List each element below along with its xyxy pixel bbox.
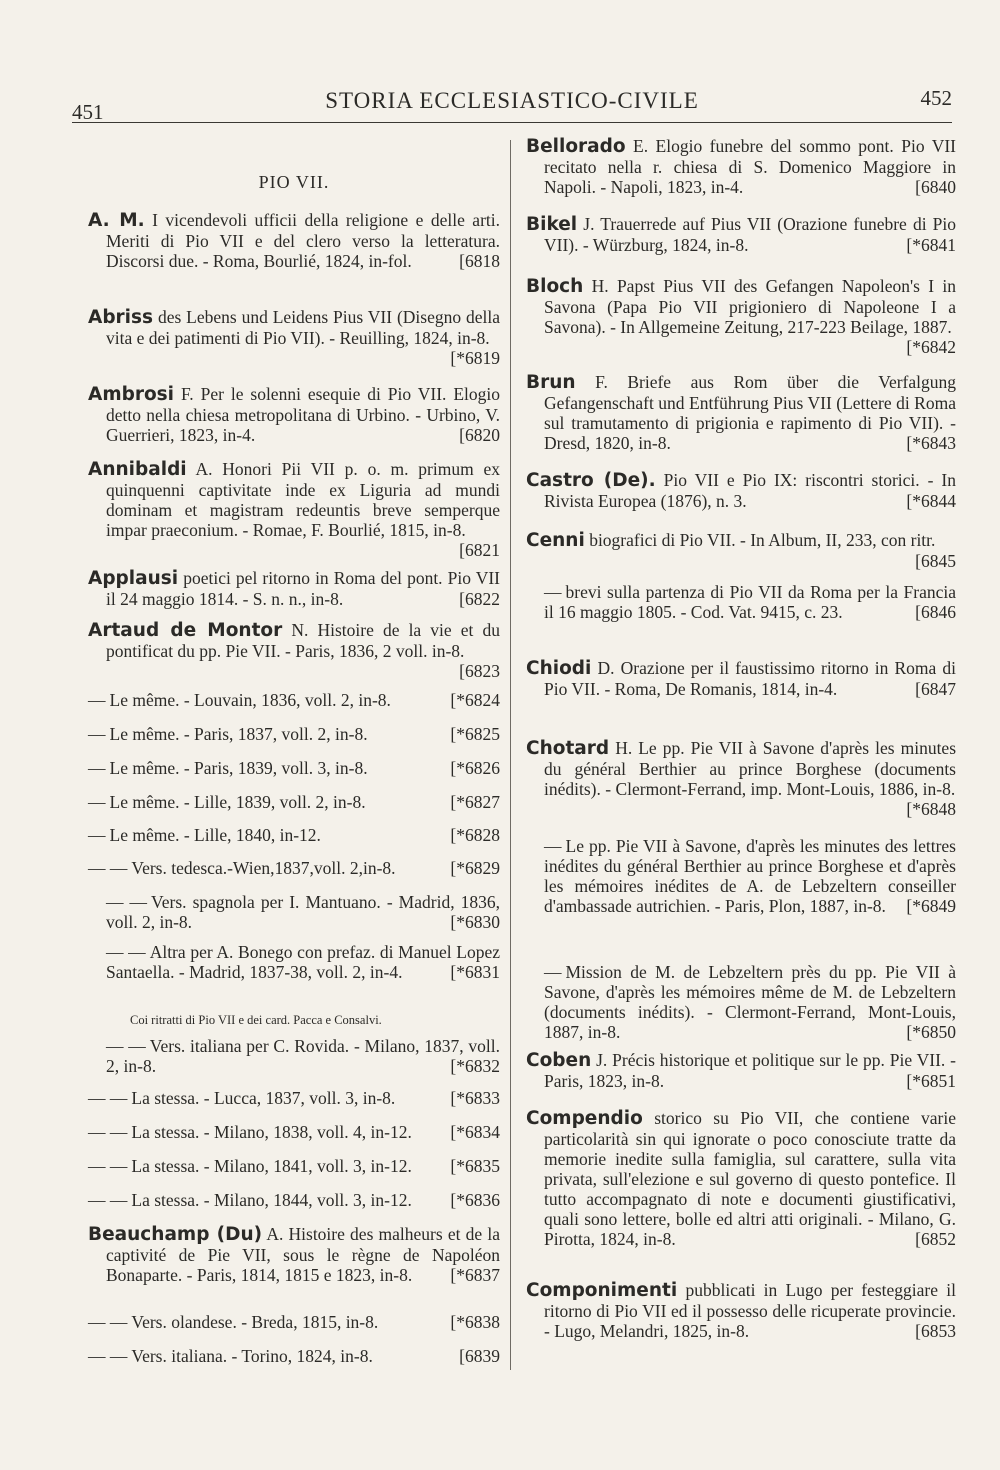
entry-number: [6839 (459, 1346, 500, 1366)
header-rule (72, 122, 952, 123)
entry-number: [6852 (915, 1229, 956, 1249)
entry-heading: Componimenti (526, 1280, 678, 1301)
entry-number: [6822 (459, 589, 500, 609)
entry-text: D. Orazione per il faustissimo ritorno in Roma di Pio VII. - Roma, De Romanis, 1814, in-4. (544, 658, 957, 699)
entry-number: [*6835 (450, 1156, 500, 1176)
entry-number: [*6826 (450, 758, 500, 778)
entry-text: Mission de M. de Lebzeltern près du pp. Pie VII à Savone, d'après les mémoires même de M. de Lebzeltern (documents inédits). - Clermont-Ferrand, Mont-Louis, 1887, in-8. (544, 962, 956, 1042)
entry-number: [*6837 (450, 1265, 500, 1285)
entry-number: [*6833 (450, 1088, 500, 1108)
ditto-dash: — — (88, 858, 128, 878)
entry (88, 1036, 500, 1076)
ditto-dash: — — (88, 1122, 128, 1142)
entry-text: La stessa. - Lucca, 1837, voll. 3, in-8. (131, 1088, 396, 1108)
entry-heading: Brun (526, 372, 576, 393)
entry-text: brevi sulla partenza di Pio VII da Roma per la Francia il 16 maggio 1805. - Cod. Vat. 9415, c. 23. (544, 582, 956, 622)
entry-text: Vers. olandese. - Breda, 1815, in-8. (131, 1312, 379, 1332)
entry (526, 738, 956, 819)
entry (526, 582, 956, 622)
entry (88, 792, 500, 812)
ditto-dash: — (544, 836, 562, 856)
entry (88, 459, 500, 560)
entry-number: [*6838 (450, 1312, 500, 1332)
entry-heading: Chiodi (526, 658, 592, 679)
entry-text: Pio VII e Pio IX: riscontri storici. - In Rivista Europea (1876), n. 3. (544, 470, 957, 511)
entry (526, 1050, 956, 1091)
entry-text: storico su Pio VII, che contiene varie particolarità sin qui ignorate o poco conosciute tratte da memorie inedite sulla famiglia, sul carattere, sulla vita privata, sull'elezione e sul governo di questo pontefice. Il tutto accompagnato di note e documenti giustificativi, quali sono lettere, bolle ed altri atti originali. - Milano, G. Pirotta, 1824, in-8. (544, 1108, 957, 1249)
entry-number: [*6851 (906, 1071, 956, 1091)
entry (88, 307, 500, 368)
ditto-dash: — (88, 792, 106, 812)
ditto-dash: — — (88, 1346, 128, 1366)
entry-text: pubblicati in Lugo per festeggiare il ritorno di Pio VII ed il possesso delle ricuperate provincie. - Lugo, Melandri, 1825, in-8. (544, 1280, 956, 1341)
section-title: PIO VII. (258, 172, 330, 192)
ditto-dash: — (88, 690, 106, 710)
entry-text: Le même. - Louvain, 1836, voll. 2, in-8. (109, 690, 391, 710)
column-divider (510, 140, 511, 1370)
entry-number: [6845 (915, 551, 956, 571)
ditto-dash: — — (88, 1312, 128, 1332)
entry-number: [*6834 (450, 1122, 500, 1142)
entry-number: [*6836 (450, 1190, 500, 1210)
entry-text: biografici di Pio VII. - In Album, II, 233, con ritr. (589, 530, 936, 550)
entry-number: [6823 (459, 661, 500, 681)
entry-number: [*6841 (906, 235, 956, 255)
entry (88, 384, 500, 445)
entry-text: La stessa. - Milano, 1838, voll. 4, in-12. (131, 1122, 412, 1142)
entry-text: Le pp. Pie VII à Savone, d'après les minutes des lettres inédites du général Berthier au prince Borghese et d'après les mémoires inédites de A. de Lebzeltern conseiller d'ambassade autrichien. - Paris, Plon, 1887, in-8. (544, 836, 956, 916)
ditto-dash: — — (106, 892, 148, 912)
entry-heading: Cenni (526, 530, 585, 551)
entry-text: La stessa. - Milano, 1841, voll. 3, in-12. (131, 1156, 412, 1176)
entry (88, 1346, 500, 1366)
entry-heading: Ambrosi (88, 384, 175, 405)
entry (526, 1108, 956, 1249)
entry-text: Le même. - Paris, 1837, voll. 2, in-8. (109, 724, 368, 744)
entry-number: [6820 (459, 425, 500, 445)
entry-heading: Bikel (526, 214, 578, 235)
entry (526, 836, 956, 916)
entry-heading: Artaud de Montor (88, 620, 283, 641)
page-number-right: 452 (920, 86, 952, 110)
entry-number: [6818 (459, 251, 500, 271)
entry-number: [*6832 (450, 1056, 500, 1076)
entry (88, 825, 500, 845)
ditto-dash: — — (88, 1088, 128, 1108)
entry-number: [*6843 (906, 433, 956, 453)
entry-number: [*6827 (450, 792, 500, 812)
ditto-dash: — (88, 724, 106, 744)
entry-text: Le même. - Lille, 1840, in-12. (109, 825, 321, 845)
entry-text: A. Honori Pii VII p. o. m. primum ex quinquenni captivitate inde ex Liguria ad mundi dominam et magistram redeuntis breve semperque impar praeconium. - Romae, F. Bourlié, 1815, in-8. (106, 459, 500, 540)
entry (88, 1156, 500, 1176)
ditto-dash: — — (106, 942, 146, 962)
entry-text: Vers. tedesca.-Wien,1837,voll. 2,in-8. (131, 858, 396, 878)
entry-text: A. Histoire des malheurs et de la captivité de Pie VII, sous le règne de Napoléon Bonaparte. - Paris, 1814, 1815 e 1823, in-8. (106, 1224, 500, 1285)
entry (88, 620, 500, 681)
entry-text: J. Précis historique et politique sur le pp. Pie VII. - Paris, 1823, in-8. (544, 1050, 956, 1091)
entry-text: Le même. - Paris, 1839, voll. 3, in-8. (109, 758, 368, 778)
ditto-dash: — (544, 962, 562, 982)
entry-number: [6846 (915, 602, 956, 622)
entry-heading: Compendio (526, 1108, 643, 1129)
entry-number: [6821 (459, 540, 500, 560)
entry-number: [*6848 (906, 799, 956, 819)
entry-heading: Applausi (88, 568, 179, 589)
entry (88, 942, 500, 982)
entry (88, 690, 500, 710)
entry (88, 1122, 500, 1142)
ditto-dash: — — (88, 1190, 128, 1210)
entry-note: Coi ritratti di Pio VII e dei card. Pacca e Consalvi. (130, 1013, 382, 1027)
entry (88, 858, 500, 878)
entry (88, 1312, 500, 1332)
entry-heading: Castro (De). (526, 470, 656, 491)
entry (88, 724, 500, 744)
entry (88, 568, 500, 609)
entry-number: [6847 (915, 679, 956, 699)
entry-text: Vers. spagnola per I. Mantuano. - Madrid, 1836, voll. 2, in-8. (106, 892, 500, 932)
entry-number: [*6830 (450, 912, 500, 932)
entry-number: [6840 (915, 177, 956, 197)
entry-heading: A. M. (88, 210, 145, 231)
entry-text: Altra per A. Bonego con prefaz. di Manuel Lopez Santaella. - Madrid, 1837-38, voll. 2, in-4. (106, 942, 501, 982)
entry-heading: Beauchamp (Du) (88, 1224, 263, 1245)
entry-number: [*6844 (906, 491, 956, 511)
entry-text: F. Briefe aus Rom über die Verfalgung Gefangenschaft und Entführung Pius VII (Lettere di Roma sul tramutamento di prigionia e rapimento di Pio VII). - Dresd, 1820, in-8. (544, 372, 956, 453)
entry-heading: Annibaldi (88, 459, 187, 480)
entry-number: [*6829 (450, 858, 500, 878)
entry-text: N. Histoire de la vie et du pontificat du pp. Pie VII. - Paris, 1836, 2 voll. in-8. (106, 620, 500, 661)
entry-heading: Coben (526, 1050, 592, 1071)
entry-text: H. Papst Pius VII des Gefangen Napoleon's I in Savona (Papa Pio VII prigioniero di Napoleone I a Savona). - In Allgemeine Zeitung, 217-223 Beilage, 1887. (544, 276, 957, 337)
entry (526, 1280, 956, 1341)
entry-heading: Chotard (526, 738, 610, 759)
entry (526, 136, 956, 197)
entry-text: I vicendevoli ufficii della religione e delle arti. Meriti di Pio VII e del clero verso la letteratura. Discorsi due. - Roma, Bourlié, 1824, in-fol. (106, 210, 500, 271)
ditto-dash: — — (88, 1156, 128, 1176)
page-number-left: 451 (72, 100, 104, 124)
entry-number: [*6825 (450, 724, 500, 744)
entry-number: [*6842 (906, 337, 956, 357)
entry-text: poetici pel ritorno in Roma del pont. Pio VII il 24 maggio 1814. - S. n. n., in-8. (106, 568, 501, 609)
entry (88, 1088, 500, 1108)
entry (526, 276, 956, 357)
entry-text: La stessa. - Milano, 1844, voll. 3, in-12. (131, 1190, 412, 1210)
entry-text: Le même. - Lille, 1839, voll. 2, in-8. (109, 792, 366, 812)
entry-number: [*6819 (450, 348, 500, 368)
entry-text: Vers. italiana per C. Rovida. - Milano, 1837, voll. 2, in-8. (106, 1036, 501, 1076)
entry-text: Vers. italiana. - Torino, 1824, in-8. (131, 1346, 373, 1366)
ditto-dash: — (88, 758, 106, 778)
entry-number: [*6850 (906, 1022, 956, 1042)
entry (88, 1190, 500, 1210)
entry-text: J. Trauerrede auf Pius VII (Orazione funebre di Pio VII). - Würzburg, 1824, in-8. (544, 214, 957, 255)
ditto-dash: — (88, 825, 106, 845)
entry (526, 962, 956, 1042)
running-title: STORIA ECCLESIASTICO-CIVILE (325, 88, 699, 113)
entry-heading: Abriss (88, 307, 154, 328)
entry (526, 530, 956, 571)
entry-number: [*6824 (450, 690, 500, 710)
running-header (72, 86, 952, 124)
entry-text: H. Le pp. Pie VII à Savone d'après les minutes du général Berthier au prince Borghese (documents inédits). - Clermont-Ferrand, imp. Mont-Louis, 1886, in-8. (544, 738, 957, 799)
entry (526, 214, 956, 255)
entry (526, 658, 956, 699)
ditto-dash: — (544, 582, 562, 602)
entry (526, 470, 956, 511)
entry (88, 210, 500, 271)
ditto-dash: — — (106, 1036, 146, 1056)
entry-number: [*6849 (906, 896, 956, 916)
entry (88, 758, 500, 778)
entry-number: [6853 (915, 1321, 956, 1341)
entry (526, 372, 956, 453)
entry-heading: Bellorado (526, 136, 626, 157)
entry-number: [*6831 (450, 962, 500, 982)
entry-heading: Bloch (526, 276, 584, 297)
entry (88, 1224, 500, 1285)
entry-number: [*6828 (450, 825, 500, 845)
entry-text: F. Per le solenni esequie di Pio VII. Elogio detto nella chiesa metropolitana di Urbino. - Urbino, V. Guerrieri, 1823, in-4. (106, 384, 500, 445)
entry (88, 892, 500, 932)
entry-text: E. Elogio funebre del sommo pont. Pio VII recitato nella r. chiesa di S. Domenico Maggiore in Napoli. - Napoli, 1823, in-4. (544, 136, 956, 197)
entry-text: des Lebens und Leidens Pius VII (Disegno della vita e dei patimenti di Pio VII). - Reuilling, 1824, in-8. (106, 307, 500, 348)
